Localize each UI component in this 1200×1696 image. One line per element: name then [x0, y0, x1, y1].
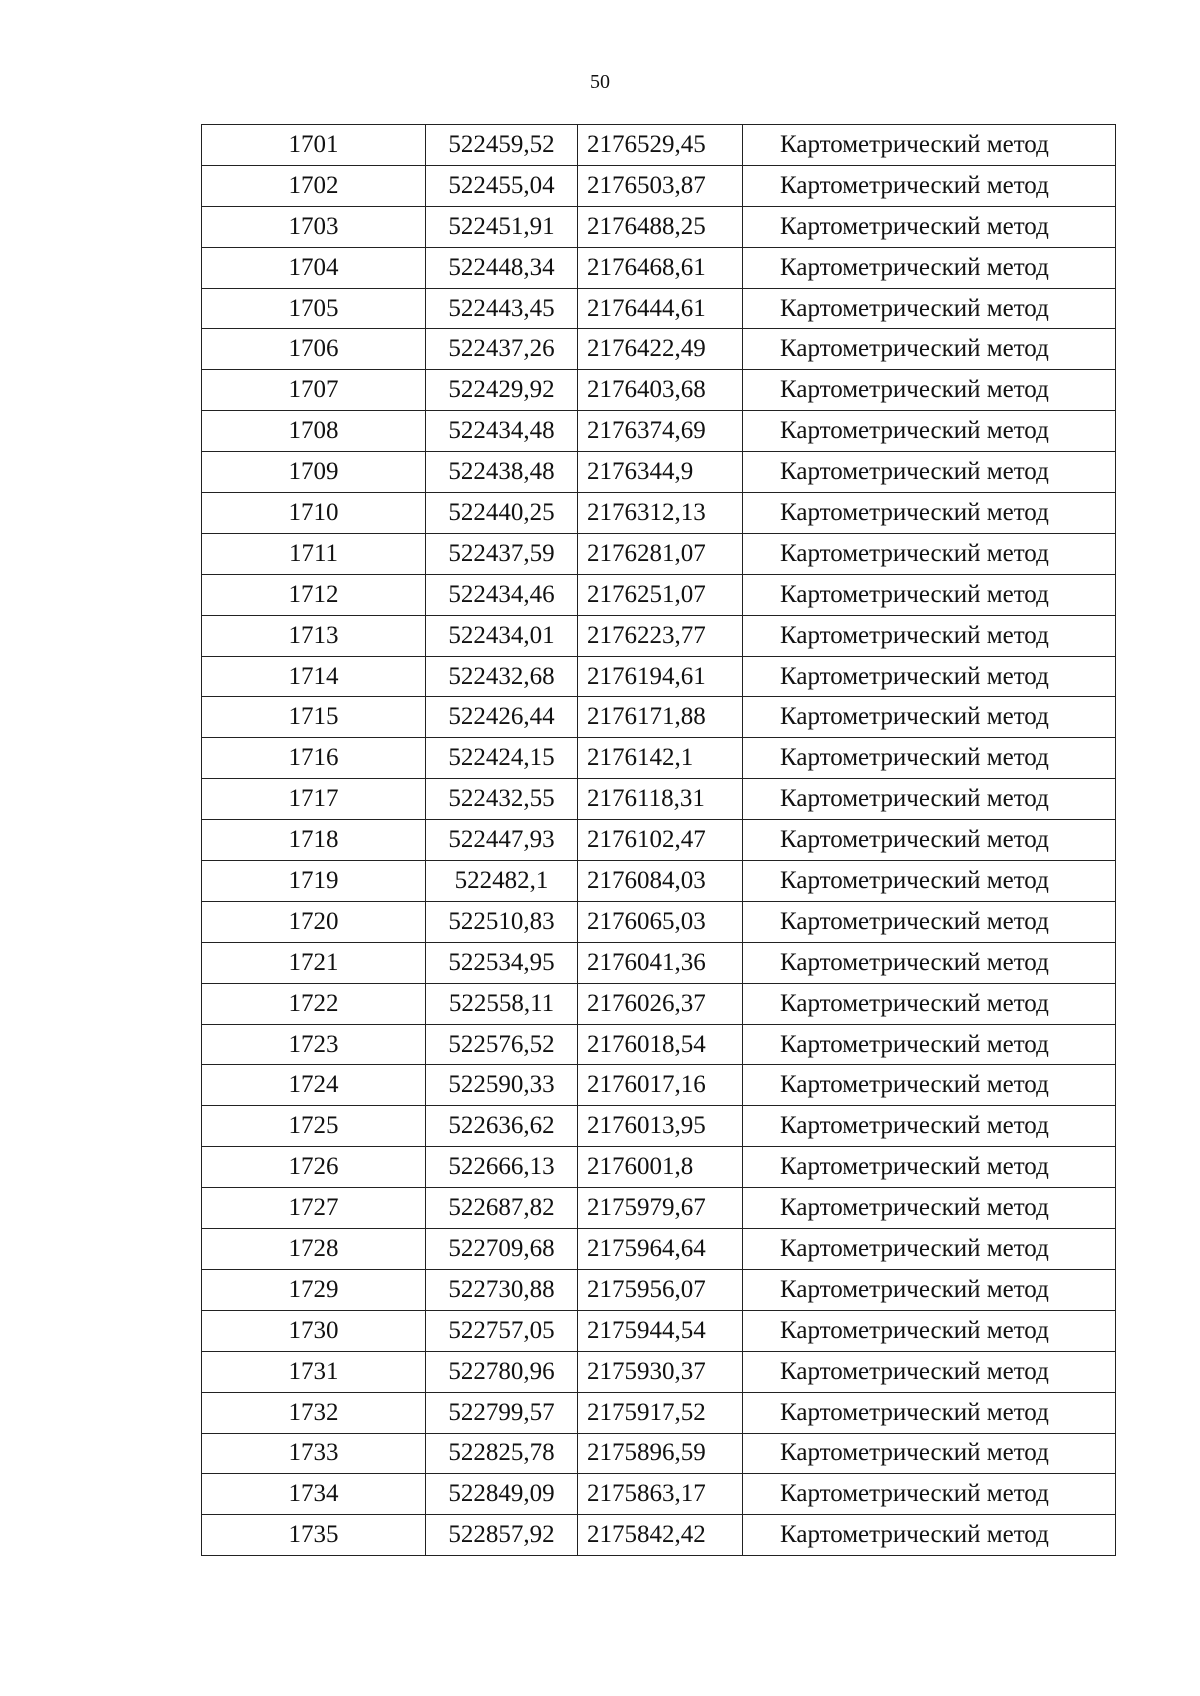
x-coordinate-cell: 522438,48: [426, 452, 578, 493]
method-cell: Картометрический метод: [743, 1147, 1116, 1188]
point-number-cell: 1725: [202, 1106, 426, 1147]
x-coordinate-cell: 522459,52: [426, 125, 578, 166]
x-coordinate-cell: 522709,68: [426, 1229, 578, 1270]
method-cell: Картометрический метод: [743, 1065, 1116, 1106]
method-cell: Картометрический метод: [743, 411, 1116, 452]
point-number-cell: 1722: [202, 983, 426, 1024]
y-coordinate-cell: 2176026,37: [578, 983, 743, 1024]
table-row: [202, 493, 1116, 534]
point-number-cell: 1711: [202, 533, 426, 574]
y-coordinate-cell: 2175944,54: [578, 1310, 743, 1351]
x-coordinate-cell: 522432,55: [426, 779, 578, 820]
table-row: [202, 247, 1116, 288]
method-cell: Картометрический метод: [743, 738, 1116, 779]
method-cell: Картометрический метод: [743, 820, 1116, 861]
table-row: [202, 1433, 1116, 1474]
y-coordinate-cell: 2176171,88: [578, 697, 743, 738]
table-row: [202, 1474, 1116, 1515]
y-coordinate-cell: 2176403,68: [578, 370, 743, 411]
point-number-cell: 1735: [202, 1515, 426, 1556]
method-cell: Картометрический метод: [743, 1351, 1116, 1392]
point-number-cell: 1724: [202, 1065, 426, 1106]
method-cell: Картометрический метод: [743, 1474, 1116, 1515]
point-number-cell: 1713: [202, 615, 426, 656]
table-row: [202, 206, 1116, 247]
table-row: [202, 533, 1116, 574]
point-number-cell: 1726: [202, 1147, 426, 1188]
method-cell: Картометрический метод: [743, 1310, 1116, 1351]
table-row: [202, 165, 1116, 206]
method-cell: Картометрический метод: [743, 697, 1116, 738]
table-row: [202, 861, 1116, 902]
table-row: [202, 738, 1116, 779]
point-number-cell: 1709: [202, 452, 426, 493]
y-coordinate-cell: 2175979,67: [578, 1188, 743, 1229]
x-coordinate-cell: 522590,33: [426, 1065, 578, 1106]
x-coordinate-cell: 522443,45: [426, 288, 578, 329]
point-number-cell: 1733: [202, 1433, 426, 1474]
y-coordinate-cell: 2176223,77: [578, 615, 743, 656]
point-number-cell: 1715: [202, 697, 426, 738]
x-coordinate-cell: 522510,83: [426, 901, 578, 942]
method-cell: Картометрический метод: [743, 1229, 1116, 1270]
point-number-cell: 1712: [202, 574, 426, 615]
x-coordinate-cell: 522424,15: [426, 738, 578, 779]
x-coordinate-cell: 522799,57: [426, 1392, 578, 1433]
point-number-cell: 1723: [202, 1024, 426, 1065]
method-cell: Картометрический метод: [743, 1515, 1116, 1556]
y-coordinate-cell: 2176468,61: [578, 247, 743, 288]
y-coordinate-cell: 2176013,95: [578, 1106, 743, 1147]
table-row: [202, 820, 1116, 861]
table-row: [202, 901, 1116, 942]
table-row: [202, 1188, 1116, 1229]
y-coordinate-cell: 2175956,07: [578, 1269, 743, 1310]
method-cell: Картометрический метод: [743, 125, 1116, 166]
table-row: [202, 615, 1116, 656]
method-cell: Картометрический метод: [743, 1269, 1116, 1310]
point-number-cell: 1707: [202, 370, 426, 411]
x-coordinate-cell: 522849,09: [426, 1474, 578, 1515]
x-coordinate-cell: 522437,26: [426, 329, 578, 370]
point-number-cell: 1730: [202, 1310, 426, 1351]
point-number-cell: 1716: [202, 738, 426, 779]
point-number-cell: 1705: [202, 288, 426, 329]
y-coordinate-cell: 2176084,03: [578, 861, 743, 902]
table-row: [202, 452, 1116, 493]
point-number-cell: 1727: [202, 1188, 426, 1229]
method-cell: Картометрический метод: [743, 779, 1116, 820]
x-coordinate-cell: 522730,88: [426, 1269, 578, 1310]
y-coordinate-cell: 2176312,13: [578, 493, 743, 534]
y-coordinate-cell: 2175964,64: [578, 1229, 743, 1270]
x-coordinate-cell: 522558,11: [426, 983, 578, 1024]
x-coordinate-cell: 522437,59: [426, 533, 578, 574]
x-coordinate-cell: 522857,92: [426, 1515, 578, 1556]
y-coordinate-cell: 2176444,61: [578, 288, 743, 329]
point-number-cell: 1728: [202, 1229, 426, 1270]
x-coordinate-cell: 522447,93: [426, 820, 578, 861]
table-row: [202, 1515, 1116, 1556]
y-coordinate-cell: 2176142,1: [578, 738, 743, 779]
table-row: [202, 1351, 1116, 1392]
x-coordinate-cell: 522426,44: [426, 697, 578, 738]
method-cell: Картометрический метод: [743, 861, 1116, 902]
x-coordinate-cell: 522440,25: [426, 493, 578, 534]
point-number-cell: 1734: [202, 1474, 426, 1515]
method-cell: Картометрический метод: [743, 1188, 1116, 1229]
y-coordinate-cell: 2175863,17: [578, 1474, 743, 1515]
point-number-cell: 1702: [202, 165, 426, 206]
point-number-cell: 1732: [202, 1392, 426, 1433]
method-cell: Картометрический метод: [743, 615, 1116, 656]
table-row: [202, 1310, 1116, 1351]
point-number-cell: 1729: [202, 1269, 426, 1310]
x-coordinate-cell: 522429,92: [426, 370, 578, 411]
page-number: 50: [590, 71, 610, 93]
x-coordinate-cell: 522780,96: [426, 1351, 578, 1392]
y-coordinate-cell: 2176422,49: [578, 329, 743, 370]
y-coordinate-cell: 2176503,87: [578, 165, 743, 206]
method-cell: Картометрический метод: [743, 452, 1116, 493]
point-number-cell: 1710: [202, 493, 426, 534]
point-number-cell: 1731: [202, 1351, 426, 1392]
table-row: [202, 697, 1116, 738]
point-number-cell: 1703: [202, 206, 426, 247]
x-coordinate-cell: 522757,05: [426, 1310, 578, 1351]
y-coordinate-cell: 2175842,42: [578, 1515, 743, 1556]
table-row: [202, 983, 1116, 1024]
point-number-cell: 1718: [202, 820, 426, 861]
point-number-cell: 1704: [202, 247, 426, 288]
method-cell: Картометрический метод: [743, 329, 1116, 370]
x-coordinate-cell: 522448,34: [426, 247, 578, 288]
y-coordinate-cell: 2176018,54: [578, 1024, 743, 1065]
x-coordinate-cell: 522432,68: [426, 656, 578, 697]
point-number-cell: 1706: [202, 329, 426, 370]
y-coordinate-cell: 2176102,47: [578, 820, 743, 861]
y-coordinate-cell: 2176344,9: [578, 452, 743, 493]
table-row: [202, 1269, 1116, 1310]
table-row: [202, 125, 1116, 166]
y-coordinate-cell: 2176374,69: [578, 411, 743, 452]
x-coordinate-cell: 522434,01: [426, 615, 578, 656]
x-coordinate-cell: 522687,82: [426, 1188, 578, 1229]
method-cell: Картометрический метод: [743, 288, 1116, 329]
table-row: [202, 656, 1116, 697]
table-row: [202, 942, 1116, 983]
x-coordinate-cell: 522534,95: [426, 942, 578, 983]
y-coordinate-cell: 2176529,45: [578, 125, 743, 166]
x-coordinate-cell: 522434,48: [426, 411, 578, 452]
table-row: [202, 329, 1116, 370]
method-cell: Картометрический метод: [743, 574, 1116, 615]
method-cell: Картометрический метод: [743, 942, 1116, 983]
table-row: [202, 370, 1116, 411]
method-cell: Картометрический метод: [743, 1433, 1116, 1474]
x-coordinate-cell: 522455,04: [426, 165, 578, 206]
y-coordinate-cell: 2176194,61: [578, 656, 743, 697]
y-coordinate-cell: 2175930,37: [578, 1351, 743, 1392]
x-coordinate-cell: 522825,78: [426, 1433, 578, 1474]
table-row: [202, 411, 1116, 452]
point-number-cell: 1721: [202, 942, 426, 983]
y-coordinate-cell: 2176041,36: [578, 942, 743, 983]
method-cell: Картометрический метод: [743, 1106, 1116, 1147]
point-number-cell: 1708: [202, 411, 426, 452]
table-row: [202, 574, 1116, 615]
y-coordinate-cell: 2176281,07: [578, 533, 743, 574]
y-coordinate-cell: 2176118,31: [578, 779, 743, 820]
y-coordinate-cell: 2176017,16: [578, 1065, 743, 1106]
method-cell: Картометрический метод: [743, 656, 1116, 697]
x-coordinate-cell: 522434,46: [426, 574, 578, 615]
method-cell: Картометрический метод: [743, 901, 1116, 942]
method-cell: Картометрический метод: [743, 1024, 1116, 1065]
point-number-cell: 1717: [202, 779, 426, 820]
x-coordinate-cell: 522482,1: [426, 861, 578, 902]
x-coordinate-cell: 522451,91: [426, 206, 578, 247]
point-number-cell: 1719: [202, 861, 426, 902]
method-cell: Картометрический метод: [743, 533, 1116, 574]
table-row: [202, 1065, 1116, 1106]
y-coordinate-cell: 2176065,03: [578, 901, 743, 942]
y-coordinate-cell: 2176001,8: [578, 1147, 743, 1188]
table-row: [202, 1147, 1116, 1188]
y-coordinate-cell: 2176488,25: [578, 206, 743, 247]
method-cell: Картометрический метод: [743, 1392, 1116, 1433]
point-number-cell: 1720: [202, 901, 426, 942]
table-row: [202, 1392, 1116, 1433]
y-coordinate-cell: 2175917,52: [578, 1392, 743, 1433]
table-row: [202, 1229, 1116, 1270]
table-row: [202, 1106, 1116, 1147]
table-row: [202, 288, 1116, 329]
point-number-cell: 1701: [202, 125, 426, 166]
x-coordinate-cell: 522636,62: [426, 1106, 578, 1147]
method-cell: Картометрический метод: [743, 983, 1116, 1024]
x-coordinate-cell: 522666,13: [426, 1147, 578, 1188]
method-cell: Картометрический метод: [743, 370, 1116, 411]
coordinates-table: [201, 124, 1116, 1556]
coordinates-table-body: [202, 125, 1116, 1556]
method-cell: Картометрический метод: [743, 493, 1116, 534]
table-row: [202, 779, 1116, 820]
y-coordinate-cell: 2175896,59: [578, 1433, 743, 1474]
method-cell: Картометрический метод: [743, 206, 1116, 247]
method-cell: Картометрический метод: [743, 165, 1116, 206]
y-coordinate-cell: 2176251,07: [578, 574, 743, 615]
point-number-cell: 1714: [202, 656, 426, 697]
table-row: [202, 1024, 1116, 1065]
x-coordinate-cell: 522576,52: [426, 1024, 578, 1065]
method-cell: Картометрический метод: [743, 247, 1116, 288]
